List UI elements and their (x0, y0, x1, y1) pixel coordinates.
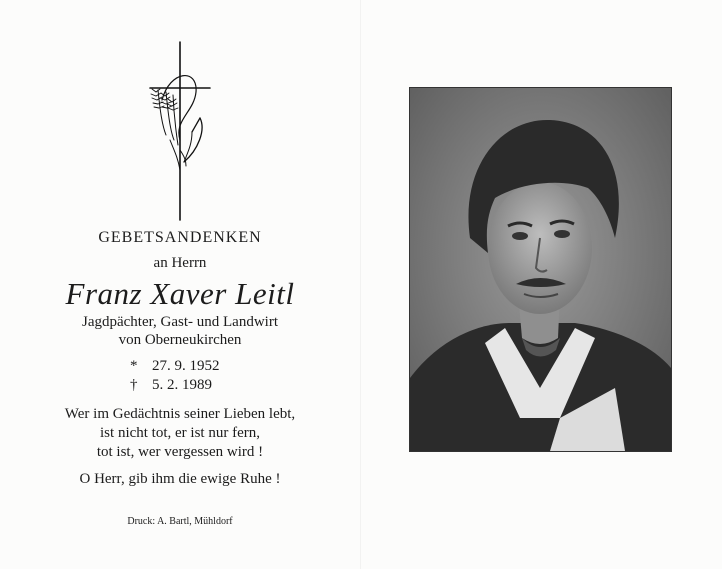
verse-line: tot ist, wer vergessen wird ! (96, 444, 264, 460)
life-dates (130, 358, 220, 396)
death-row (130, 377, 220, 396)
prayer-line: O Herr, gib ihm die ewige Ruhe ! (79, 471, 281, 487)
death-symbol: † (130, 377, 138, 393)
salutation: an Herrn (153, 255, 207, 271)
birth-symbol: * (130, 358, 138, 374)
occupation: Jagdpächter, Gast- und Landwirt (81, 314, 278, 330)
birth-row (130, 358, 220, 377)
portrait-photo (409, 87, 672, 452)
birth-date: 27. 9. 1952 (152, 358, 220, 374)
cross-with-wheat-icon (140, 40, 220, 222)
printer-credit: Druck: A. Bartl, Mühldorf (127, 516, 233, 527)
death-date: 5. 2. 1989 (152, 377, 212, 393)
verse-line: ist nicht tot, er ist nur fern, (100, 425, 260, 441)
place-of-origin: von Oberneukirchen (118, 332, 242, 348)
memorial-verse (40, 405, 320, 462)
fold-line (360, 0, 361, 569)
deceased-name: Franz Xaver Leitl (65, 276, 295, 311)
card-heading: GEBETSANDENKEN (98, 229, 262, 246)
verse-line: Wer im Gedächtnis seiner Lieben lebt, (64, 406, 296, 422)
